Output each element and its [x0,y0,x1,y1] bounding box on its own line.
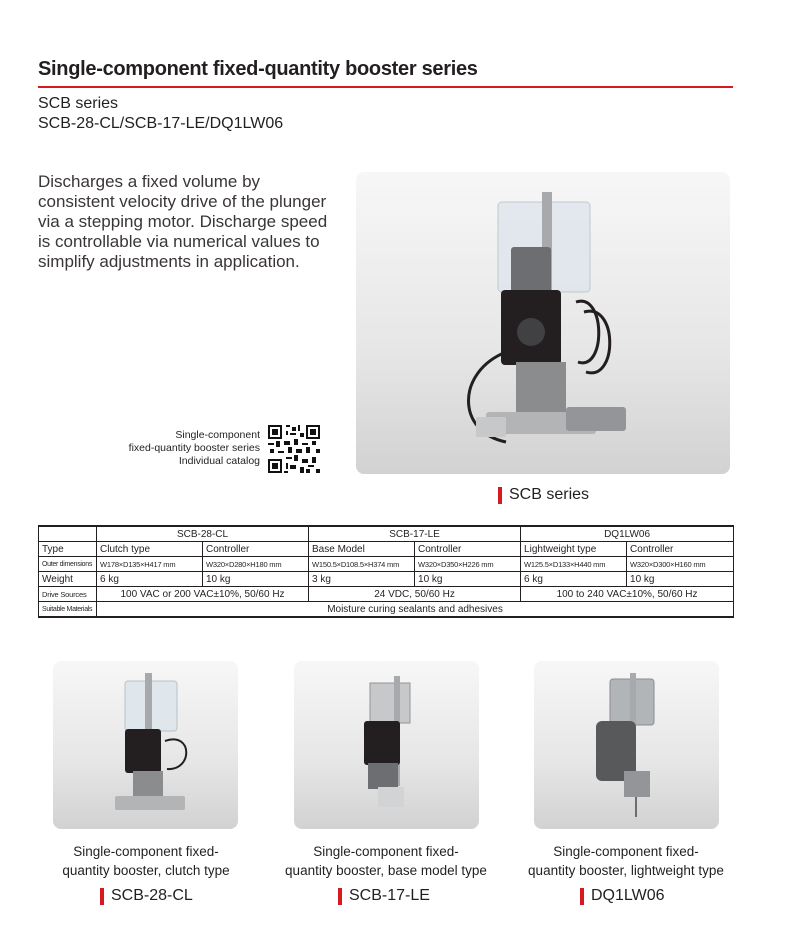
table-cell: 100 VAC or 200 VAC±10%, 50/60 Hz [97,587,309,602]
row-label: Type [39,542,97,557]
table-row [39,572,734,587]
spec-table [38,525,734,618]
row-label: Drive Sources [39,587,97,602]
caption-marker [498,487,502,504]
model-header: DQ1LW06 [521,526,734,542]
table-cell: W125.5×D133×H440 mm [521,557,627,572]
table-cell: W178×D135×H417 mm [97,557,203,572]
series-title [38,94,283,134]
table-cell: 10 kg [415,572,521,587]
table-header-row [39,526,734,542]
model-caption [338,887,430,905]
product-caption [271,842,501,880]
model-caption [580,887,665,905]
table-cell: Base Model [309,542,415,557]
table-cell: 6 kg [521,572,627,587]
table-cell: 10 kg [203,572,309,587]
model-name: DQ1LW06 [591,887,665,904]
product-caption [511,842,741,880]
row-label: Outer dimensions [39,557,97,572]
table-cell: 24 VDC, 50/60 Hz [309,587,521,602]
scb-series-photo [356,172,730,474]
base-model-photo [294,661,479,829]
table-row [39,587,734,602]
product-caption-line1: Single-component fixed- [73,844,219,859]
qr-code[interactable] [268,425,320,473]
table-cell: Lightweight type [521,542,627,557]
table-cell: W320×D300×H160 mm [627,557,734,572]
model-name: SCB-17-LE [349,887,430,904]
table-cell: Controller [627,542,734,557]
product-caption-line2: quantity booster, base model type [285,863,487,878]
caption-marker [100,888,104,905]
table-cell: 100 to 240 VAC±10%, 50/60 Hz [521,587,734,602]
model-header: SCB-17-LE [309,526,521,542]
row-label: Weight [39,572,97,587]
catalog-link-label [110,429,260,468]
product-caption-line1: Single-component fixed- [553,844,699,859]
heading-rule [38,86,733,88]
base-model-machine-illustration [294,661,479,829]
model-caption [100,887,193,905]
product-caption-line2: quantity booster, lightweight type [528,863,724,878]
caption-marker [338,888,342,905]
model-name: SCB-28-CL [111,887,193,904]
table-cell: 10 kg [627,572,734,587]
product-caption-line1: Single-component fixed- [313,844,459,859]
clutch-machine-illustration [53,661,238,829]
table-cell: Controller [415,542,521,557]
model-header: SCB-28-CL [97,526,309,542]
table-cell: 6 kg [97,572,203,587]
booster-machine-illustration [356,172,730,474]
lightweight-machine-illustration [534,661,719,829]
series-name: SCB series [38,95,119,112]
main-photo-caption [498,486,589,504]
main-caption-text: SCB series [509,486,590,503]
catalog-label-line3: Individual catalog [178,455,260,467]
section-heading: Single-component fixed-quantity booster series [38,58,478,80]
header-blank [39,526,97,542]
caption-marker [580,888,584,905]
catalog-label-line1: Single-component [175,429,260,441]
table-cell: W320×D350×H226 mm [415,557,521,572]
table-cell: W320×D280×H180 mm [203,557,309,572]
product-description: Discharges a fixed volume by consistent velocity drive of the plunger via a stepping motor. Discharge speed is controllable via numerical values to simplify adjustments in application. [38,172,328,271]
product-caption [31,842,261,880]
row-label: Suitable Materials [39,602,97,618]
table-cell: W150.5×D108.5×H374 mm [309,557,415,572]
table-cell: Moisture curing sealants and adhesives [97,602,734,618]
product-caption-line2: quantity booster, clutch type [62,863,230,878]
series-models: SCB-28-CL/SCB-17-LE/DQ1LW06 [38,115,284,132]
table-cell: Clutch type [97,542,203,557]
catalog-label-line2: fixed-quantity booster series [128,442,260,454]
table-row [39,602,734,618]
table-cell: Controller [203,542,309,557]
table-cell: 3 kg [309,572,415,587]
clutch-type-photo [53,661,238,829]
table-row [39,542,734,557]
table-row [39,557,734,572]
lightweight-type-photo [534,661,719,829]
